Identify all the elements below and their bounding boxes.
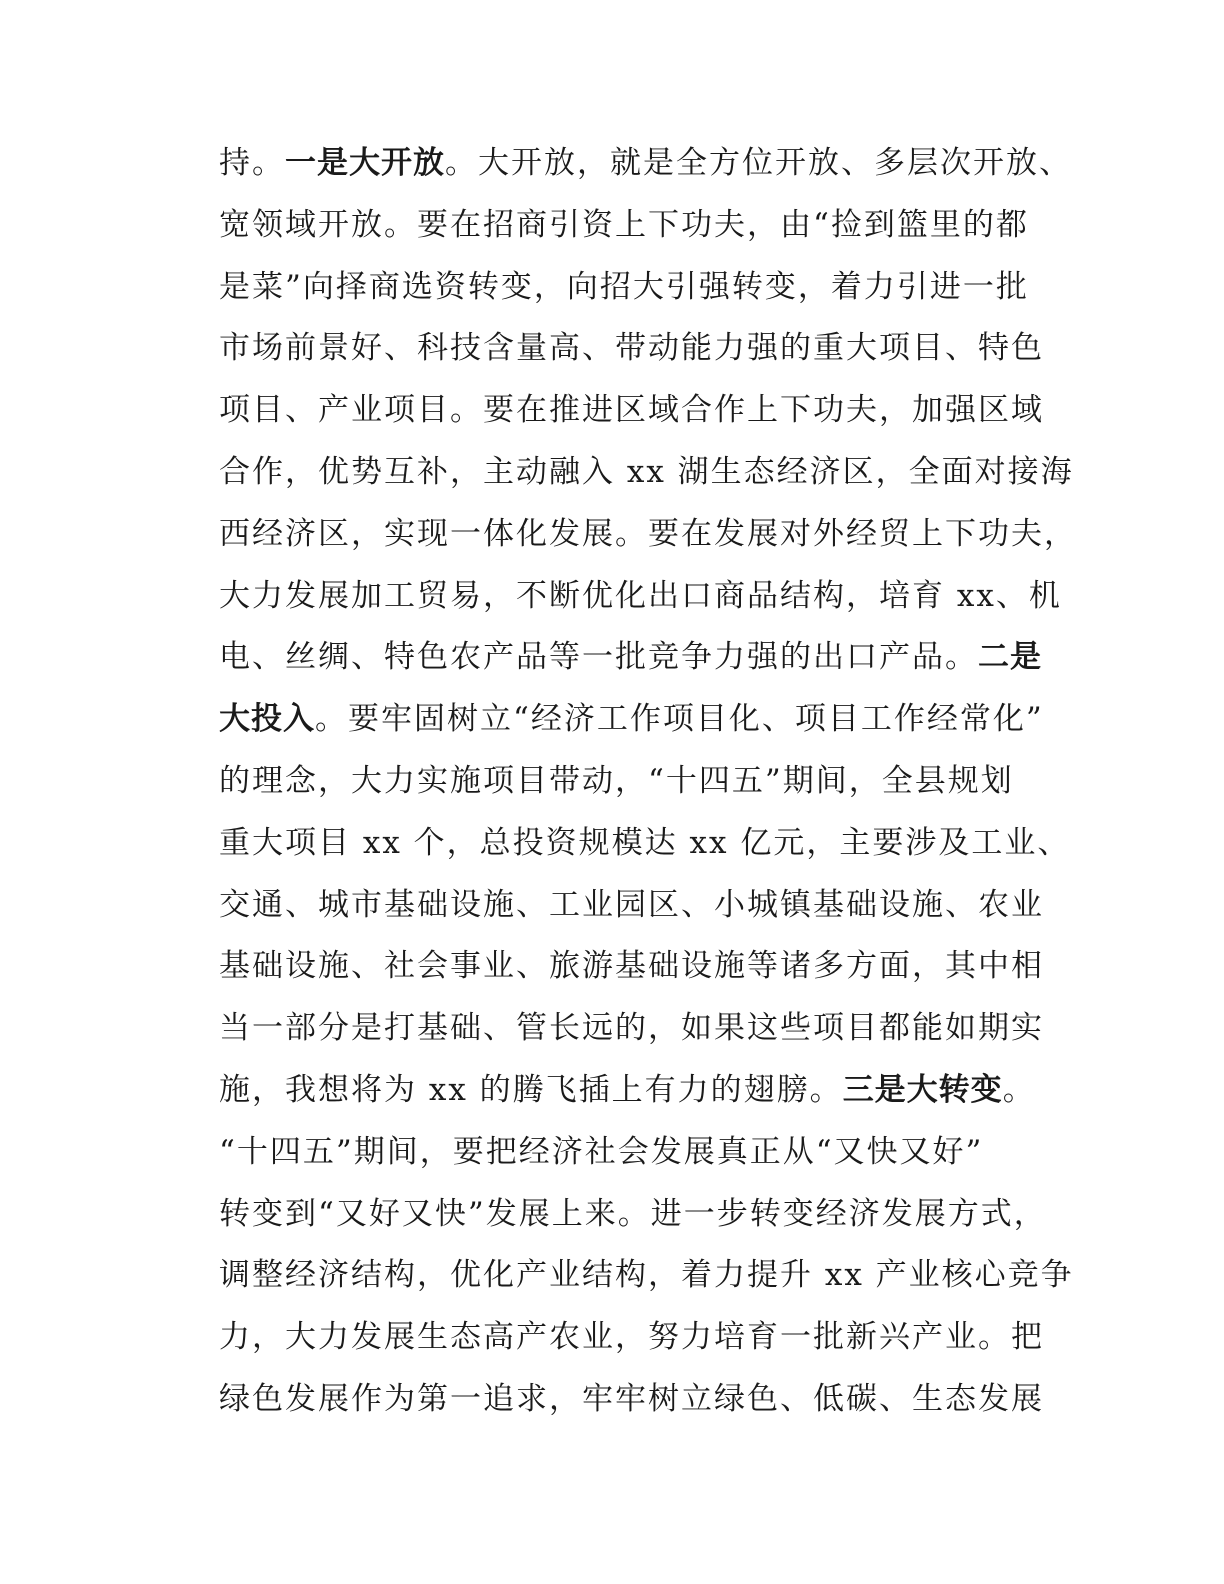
text-line: [219, 998, 1044, 1060]
text-line: [219, 1307, 1044, 1369]
text-run: 西经济区，实现一体化发展。要在发展对外经贸上下功夫，: [219, 515, 1077, 552]
text-run: 重大项目 xx 个，总投资规模达 xx 亿元，主要涉及工业、: [219, 824, 1071, 861]
text-line: [219, 751, 1039, 813]
text-line: [219, 257, 1039, 319]
text-line: [219, 627, 1042, 689]
text-line: [219, 936, 1044, 998]
text-run: 力，大力发展生态高产农业，努力培育一批新兴产业。把: [219, 1319, 1044, 1356]
bold-heading: 二是: [978, 639, 1042, 676]
text-line: [219, 813, 1071, 875]
bold-heading: 大投入: [219, 701, 315, 738]
text-run: 市场前景好、科技含量高、带动能力强的重大项目、特色: [219, 330, 1044, 367]
text-line: [219, 566, 1062, 628]
text-line: [219, 318, 1044, 380]
text-run: 交通、城市基础设施、工业园区、小城镇基础设施、农业: [219, 886, 1044, 923]
text-line: [219, 504, 1077, 566]
text-run: 持。: [219, 145, 285, 181]
text-run: 。要牢固树立“经济工作项目化、项目工作经常化”: [315, 701, 1044, 738]
text-run: 。: [1002, 1071, 1036, 1108]
bold-heading: 三是大转变: [842, 1071, 1003, 1108]
text-run: 调整经济结构，优化产业结构，着力提升 xx 产业核心竞争: [219, 1257, 1074, 1294]
text-line: [219, 195, 1039, 257]
text-run: 绿色发展作为第一追求，牢牢树立绿色、低碳、生态发展: [219, 1380, 1044, 1417]
document-page: [219, 133, 1077, 1431]
text-line: [219, 442, 1074, 504]
text-line: [219, 689, 1044, 751]
text-line: [219, 1060, 1039, 1122]
text-run: 。大开放，就是全方位开放、多层次开放、: [445, 145, 1072, 181]
text-run: 合作，优势互补，主动融入 xx 湖生态经济区，全面对接海: [219, 453, 1074, 490]
text-run: 大力发展加工贸易，不断优化出口商品结构，培育 xx、机: [219, 577, 1062, 614]
text-run: “十四五”期间，要把经济社会发展真正从“又快又好”: [219, 1133, 984, 1170]
text-line: [219, 875, 1044, 937]
text-run: 项目、产业项目。要在推进区域合作上下功夫，加强区域: [219, 392, 1044, 429]
text-run: 转变到“又好又快”发展上来。进一步转变经济发展方式，: [219, 1195, 1047, 1232]
text-line: [219, 1122, 1039, 1184]
text-line: [219, 133, 1072, 195]
text-run: 是菜”向择商选资转变，向招大引强转变，着力引进一批: [219, 268, 1029, 305]
text-line: [219, 1184, 1047, 1246]
text-run: 基础设施、社会事业、旅游基础设施等诸多方面，其中相: [219, 948, 1044, 985]
text-run: 电、丝绸、特色农产品等一批竞争力强的出口产品。: [219, 639, 978, 676]
text-run: 宽领域开放。要在招商引资上下功夫，由“捡到篮里的都: [219, 206, 1029, 243]
text-line: [219, 380, 1044, 442]
bold-heading: 一是大开放: [285, 145, 445, 181]
text-run: 施，我想将为 xx 的腾飞插上有力的翅膀。: [219, 1071, 843, 1108]
text-run: 的理念，大力实施项目带动，“十四五”期间，全县规划: [219, 762, 1014, 799]
text-run: 当一部分是打基础、管长远的，如果这些项目都能如期实: [219, 1010, 1044, 1047]
text-line: [219, 1369, 1044, 1431]
text-line: [219, 1245, 1074, 1307]
